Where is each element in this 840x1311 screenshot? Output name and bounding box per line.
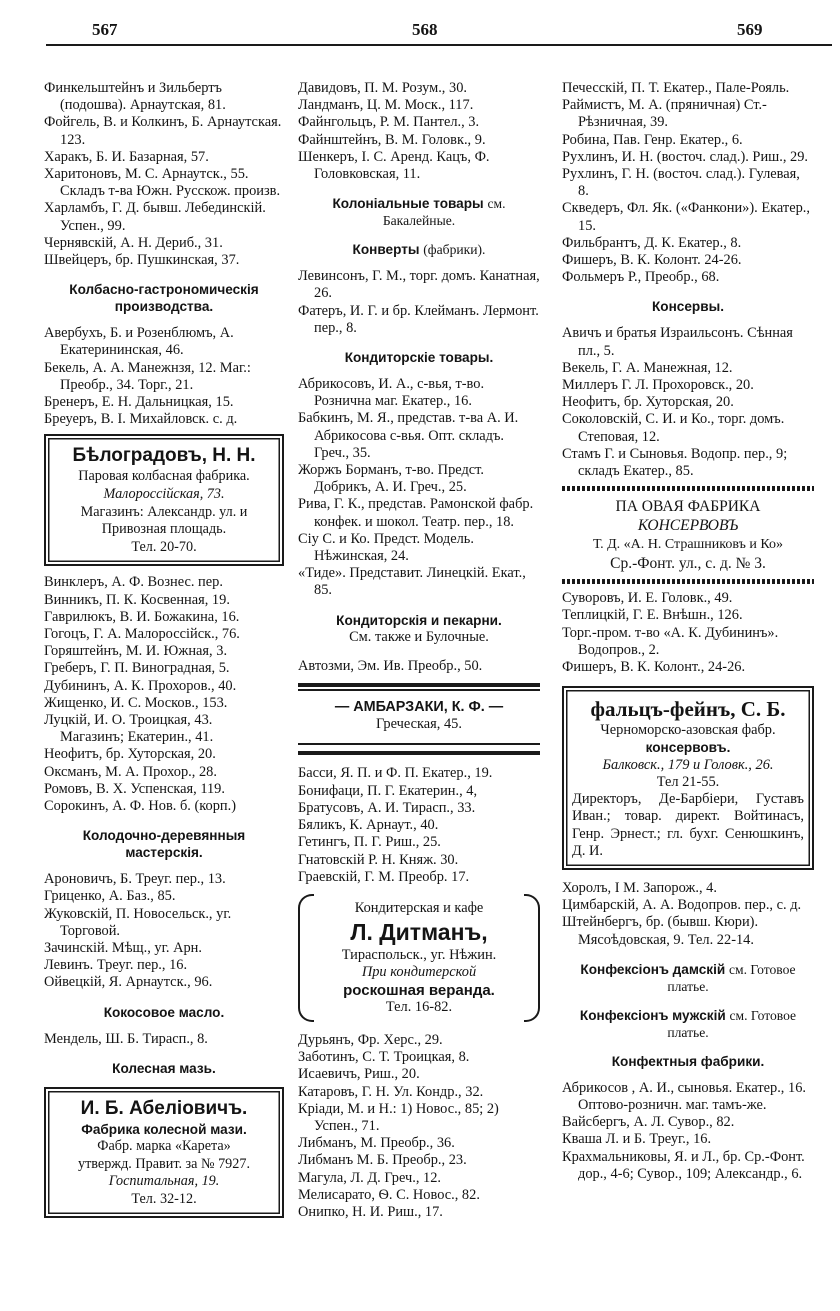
- section-heading-colonial: [298, 195, 540, 229]
- list-item: Раймистъ, М. А. (пряничная) Ст.-Рѣзничная, 39.: [562, 97, 767, 131]
- list-item: Фишеръ, В. К. Колонт. 24-26.: [562, 252, 742, 269]
- list-item: Гетингъ, П. Г. Риш., 25.: [298, 834, 441, 851]
- heading-title: Конфексіонъ дамскій: [580, 961, 726, 977]
- list-item: Робина, Пав. Генр. Екатер., 6.: [562, 131, 743, 148]
- list-item: Рухлинъ, Г. Н. (восточ. слад.). Гулевая, 8.: [562, 166, 800, 200]
- header-rule: [46, 44, 832, 46]
- list-item: Чернявскій, А. Н. Дериб., 31.: [44, 234, 223, 251]
- section-heading-sausage: Колбасно-гастрономическія производства.: [69, 282, 259, 315]
- section-heading-mens: [562, 1007, 814, 1041]
- ad-line: Кондитерская и кафе: [354, 899, 484, 916]
- list-item: Ромовъ, В. Х. Успенская, 119.: [44, 780, 225, 797]
- section-heading-confectionery: Кондиторскіе товары.: [344, 350, 494, 366]
- list-item: Авичъ и братья Израильсонъ. Сѣнная пл., 5.: [562, 325, 793, 359]
- ad-line: Тел 21-55.: [656, 773, 720, 790]
- list-item: Сорокинъ, А. Ф. Нов. б. (корп.): [44, 798, 236, 815]
- list-item: Стамъ Г. и Сыновья. Водопр. пер., 9; складъ Екатер., 85.: [562, 445, 788, 480]
- list-item: Магула, Л. Д. Греч., 12.: [298, 1169, 442, 1186]
- list-item: Исаевичъ, Риш., 20.: [298, 1066, 420, 1083]
- list-item: Скведеръ, Фл. Як. («Фанкони»). Екатер., 15.: [562, 200, 810, 234]
- list-item: Гнатовскій Р. Н. Княж. 30.: [298, 851, 459, 868]
- list-item: Либманъ, М. Преобр., 36.: [298, 1135, 455, 1152]
- list-item: Гогоцъ, Г. А. Малороссійск., 76.: [44, 626, 240, 643]
- ad-line: Фабрика колесной мази.: [81, 1121, 247, 1137]
- thin-rule: [298, 743, 540, 745]
- ambarzaki-address: Греческая, 45.: [376, 716, 462, 733]
- list-item: Горяштейнъ, М. И. Южная, 3.: [44, 643, 228, 660]
- list-item: Векель, Г. А. Манежная, 12.: [562, 359, 733, 376]
- list-item: Неофитъ, бр. Хуторская, 20.: [44, 746, 216, 763]
- ad-line: Тел. 20-70.: [131, 538, 197, 555]
- list-item: Рива, Г. К., представ. Рамонской фабр. конфек. и шокол. Театр. пер., 18.: [298, 496, 534, 530]
- page-number-middle: 568: [412, 20, 438, 39]
- list-item: Бекель, А. А. Манежнзя, 12. Маг.: Преобр., 34. Торг., 21.: [44, 359, 251, 393]
- list-item: Теплицкій, Г. Е. Внѣшн., 126.: [562, 607, 743, 624]
- advertisement-belogradov: [44, 434, 284, 566]
- section-heading-envelopes: [298, 241, 540, 258]
- list-item: Заботинъ, С. Т. Троицкая, 8.: [298, 1049, 470, 1066]
- list-item: Бренеръ, Е. Н. Дальницкая, 15.: [44, 394, 234, 411]
- column-1: [44, 80, 284, 1226]
- ad-line: Фабр. марка «Карета»: [97, 1138, 231, 1155]
- ad-line: Тел. 16-82.: [385, 998, 453, 1015]
- heading-title: Колоніальные товары: [332, 196, 484, 212]
- list-item: Цимбарскій, А. А. Водопров. пер., с. д.: [562, 897, 802, 914]
- list-item: Рухлинъ, И. Н. (восточ. слад.). Риш., 29.: [562, 148, 809, 165]
- list-item: Жищенко, И. С. Москов., 153.: [44, 694, 228, 711]
- list-item: Дубининъ, А. К. Прохоров., 40.: [44, 677, 237, 694]
- list-item: Кріади, М. и Н.: 1) Новос., 85; 2) Успен., 71.: [298, 1100, 499, 1134]
- list-item: Вайсбергъ, А. Л. Сувор., 82.: [562, 1114, 735, 1131]
- list-item: Винклеръ, А. Ф. Вознес. пер.: [44, 574, 223, 591]
- list-item: Швейцеръ, бр. Пушкинская, 37.: [44, 252, 240, 269]
- list-item: Братусовъ, А. И. Тирасп., 33.: [298, 799, 476, 816]
- ad-line: Т. Д. «А. Н. Страшниковъ и Ко»: [592, 537, 784, 553]
- list-item: Штейнбергъ, бр. (бывш. Кюри). Мясоѣдовская, 9. Тел. 22-14.: [562, 914, 759, 948]
- list-item: Бяликъ, К. Арнаут., 40.: [298, 817, 439, 834]
- list-item: Суворовъ, И. Е. Головк., 49.: [562, 590, 733, 607]
- thick-rule: [298, 683, 540, 687]
- list-item: Харитоновъ, М. С. Арнаутск., 55. Складъ т-ва Южн. Русcкож. произв.: [44, 166, 281, 200]
- section-heading-grease: Колесная мазь.: [112, 1060, 216, 1076]
- list-item: Шенкеръ, І. С. Аренд. Кацъ, Ф. Головковская, 11.: [298, 148, 490, 183]
- list-item: Торг.-пром. т-во «А. К. Дубининъ». Водопров., 2.: [562, 624, 779, 658]
- section-heading-candy: Конфектныя фабрики.: [611, 1053, 765, 1069]
- ad-line: Ср.-Фонт. ул., с. д. № 3.: [610, 555, 766, 573]
- list-item: Давидовъ, П. М. Розум., 30.: [298, 80, 467, 96]
- list-item: Онипко, Н. И. Риш., 17.: [298, 1203, 443, 1220]
- list-item: Ароновичъ, Б. Треуг. пер., 13.: [44, 871, 226, 888]
- list-item: Гаврилюкъ, В. И. Божакина, 16.: [44, 608, 240, 625]
- ad-line: Паровая колбасная фабрика.: [78, 468, 250, 485]
- section-heading-coconut: Кокосовое масло.: [103, 1004, 225, 1020]
- ad-line: роскошная веранда.: [343, 981, 495, 999]
- heading-note: (фабрики).: [423, 242, 486, 258]
- ad-line: Черноморско-азовская фабр.: [600, 722, 776, 739]
- list-item: Ойвецкій, Я. Арнаутск., 96.: [44, 974, 213, 991]
- list-item: Гриценко, А. Баз., 85.: [44, 888, 176, 905]
- section-heading-barrel: Колодочно-деревянныя мастерскія.: [82, 828, 246, 861]
- ad-line: Тираспольск., уг. Нѣжин.: [341, 947, 497, 964]
- ad-name: Л. Дитманъ,: [350, 919, 488, 946]
- list-item: Финкельштейнъ и Зильбертъ (подошва). Арнаутская, 81.: [44, 80, 226, 114]
- ad-line: утвержд. Правит. за № 7927.: [77, 1155, 251, 1172]
- list-item: Фольмеръ Р., Преобр., 68.: [562, 269, 720, 286]
- list-item: Зачинскій. Мѣщ., уг. Арн.: [44, 940, 202, 957]
- column-2: [298, 80, 540, 1221]
- list-item: Харламбъ, Г. Д. бывш. Лебединскій. Успен., 99.: [44, 200, 266, 234]
- list-item: Автозми, Эм. Ив. Преобр., 50.: [298, 657, 483, 674]
- column-3: [562, 80, 814, 1183]
- ambarzaki-name: — АМБАРЗАКИ, К. Ф. —: [334, 699, 504, 716]
- list-item: Мендель, Ш. Б. Тирасп., 8.: [44, 1030, 208, 1047]
- list-item: Фатеръ, И. Г. и бр. Клейманъ. Лермонт. пер., 8.: [298, 302, 539, 336]
- ad-name: фальцъ-фейнъ, С. Б.: [590, 697, 786, 722]
- ad-line: Директоръ, Де-Барбіери, Густавъ Иван.; товар. директ. Войтинасъ, Генр. Эрнест.; гл. бухг. Сенюшкинъ, Д. И.: [572, 791, 804, 859]
- advertisement-abelovich: [44, 1087, 284, 1219]
- section-heading-ladies: [562, 961, 814, 995]
- ad-line: консервовъ.: [645, 740, 731, 756]
- list-item: Бреуеръ, В. І. Михайловск. с. д.: [44, 411, 238, 428]
- list-item: Фишеръ, В. К. Колонт., 24-26.: [562, 659, 746, 676]
- bracket-right: [524, 894, 540, 1022]
- list-item: Печесскій, П. Т. Екатер., Пале-Рояль.: [562, 80, 790, 96]
- ad-name: И. Б. Абеліовичъ.: [80, 1097, 248, 1119]
- list-item: Жоржъ Борманъ, т-во. Предст. Добрикъ, А. И. Греч., 25.: [298, 462, 484, 496]
- section-heading-canned: Консервы.: [652, 299, 724, 315]
- page-number-left: 567: [92, 20, 118, 39]
- section-subheading: См. также и Булочные.: [349, 628, 489, 645]
- list-item: Миллеръ Г. Л. Прохоровск., 20.: [562, 377, 754, 394]
- list-item: Винникъ, П. К. Косвенная, 19.: [44, 591, 230, 608]
- ad-line: Малороссійская, 73.: [103, 486, 225, 503]
- ad-line: Госпитальная, 19.: [108, 1173, 220, 1190]
- list-item: Либманъ М. Б. Преобр., 23.: [298, 1152, 467, 1169]
- list-item: Соколовскій, С. И. и Ко., торг. домъ. Степовая, 12.: [562, 411, 785, 445]
- heading-note: см. Готовое платье.: [667, 1007, 797, 1040]
- list-item: Абрикосовъ, И. А., с-вья, т-во. Рознична маг. Екатер., 16.: [298, 376, 485, 410]
- ad-name: Бѣлоградовъ, Н. Н.: [72, 445, 256, 467]
- list-item: Сіу С. и Ко. Предст. Модель. Нѣжинская, 24.: [298, 530, 474, 565]
- list-item: Левинъ. Треуг. пер., 16.: [44, 957, 188, 974]
- heading-title: Конфексіонъ мужскій: [579, 1007, 726, 1023]
- list-item: Магазинъ; Екатерин., 41.: [60, 729, 214, 746]
- heading-title: Конверты: [352, 242, 420, 258]
- list-item: Кваша Л. и Б. Треуг., 16.: [562, 1131, 712, 1148]
- ad-line: Магазинъ: Александр. ул. и Привозная площадь.: [80, 503, 248, 538]
- list-item: Луцкій, И. О. Троицкая, 43.: [44, 712, 213, 729]
- list-item: Оксманъ, М. А. Прохор., 28.: [44, 763, 217, 780]
- list-item: Ландманъ, Ц. М. Моск., 117.: [298, 97, 474, 114]
- list-item: Крахмальниковы, Я. и Л., бр. Ср.-Фонт. дор., 4-6; Сувор., 109; Александр., 6.: [562, 1148, 805, 1182]
- list-item: Харакъ, Б. И. Базарная, 57.: [44, 148, 209, 165]
- list-item: Бонифаци, П. Г. Екатерин., 4,: [298, 782, 478, 799]
- list-item: Абрикосов , А. И., сыновья. Екатер., 16. Оптово-розничн. маг. тамъ-же.: [562, 1079, 806, 1113]
- list-item: Файнштейнъ, В. М. Головк., 9.: [298, 131, 486, 148]
- advertisement-falz-fein: [562, 686, 814, 870]
- page-number-right: 569: [737, 20, 763, 39]
- ad-line: Балковск., 179 и Головк., 26.: [602, 756, 774, 773]
- ornamental-rule: [562, 579, 814, 584]
- list-item: «Тиде». Представит. Линецкій. Екат., 85.: [298, 565, 526, 599]
- list-item: Греберъ, Г. П. Виноградная, 5.: [44, 660, 230, 677]
- list-item: Авербухъ, Б. и Розенблюмъ, А. Екатерининская, 46.: [44, 325, 234, 359]
- list-item: Файнгольцъ, Р. М. Пантел., 3.: [298, 114, 480, 131]
- bracket-left: [298, 894, 314, 1022]
- ornamental-rule: [562, 486, 814, 491]
- advertisement-ditman: [298, 894, 540, 1022]
- heading-note: см. Готовое платье.: [667, 961, 796, 994]
- list-item: Неофитъ, бр. Хуторская, 20.: [562, 394, 734, 411]
- list-item: Фильбрантъ, Д. К. Екатер., 8.: [562, 234, 742, 251]
- thick-rule: [298, 751, 540, 755]
- section-heading-bakery: Кондиторскія и пекарни.: [336, 612, 502, 628]
- heading-note: см. Бакалейные.: [382, 196, 506, 229]
- list-item: Басси, Я. П. и Ф. П. Екатер., 19.: [298, 765, 493, 782]
- list-item: Граевскій, Г. М. Преобр. 17.: [298, 868, 470, 885]
- page-header: [0, 14, 840, 54]
- list-item: Фойгель, В. и Колкинъ, Б. Арнаутская. 123.: [44, 114, 282, 148]
- list-item: Катаровъ, Г. Н. Ул. Кондр., 32.: [298, 1083, 484, 1100]
- list-item: Левинсонъ, Г. М., торг. домъ. Канатная, 26.: [298, 268, 540, 302]
- ad-line: ПА ОВАЯ ФАБРИКА: [615, 498, 761, 516]
- ad-line: При кондитерской: [361, 964, 477, 981]
- ad-line: Тел. 32-12.: [131, 1190, 197, 1207]
- ad-line: КОНСЕРВОВЪ: [637, 517, 739, 535]
- list-item: Мелисарато, Ѳ. С. Новос., 82.: [298, 1186, 480, 1203]
- thin-rule: [298, 689, 540, 691]
- list-item: Жуковскій, П. Новосельск., уг. Торговой.: [44, 905, 232, 939]
- list-item: Бабкинъ, М. Я., представ. т-ва А. И. Абрикосова с-вья. Опт. складъ. Греч., 35.: [298, 410, 519, 461]
- list-item: Дурьянъ, Фр. Херс., 29.: [298, 1031, 443, 1048]
- list-item: Хоролъ, І М. Запорож., 4.: [562, 879, 717, 896]
